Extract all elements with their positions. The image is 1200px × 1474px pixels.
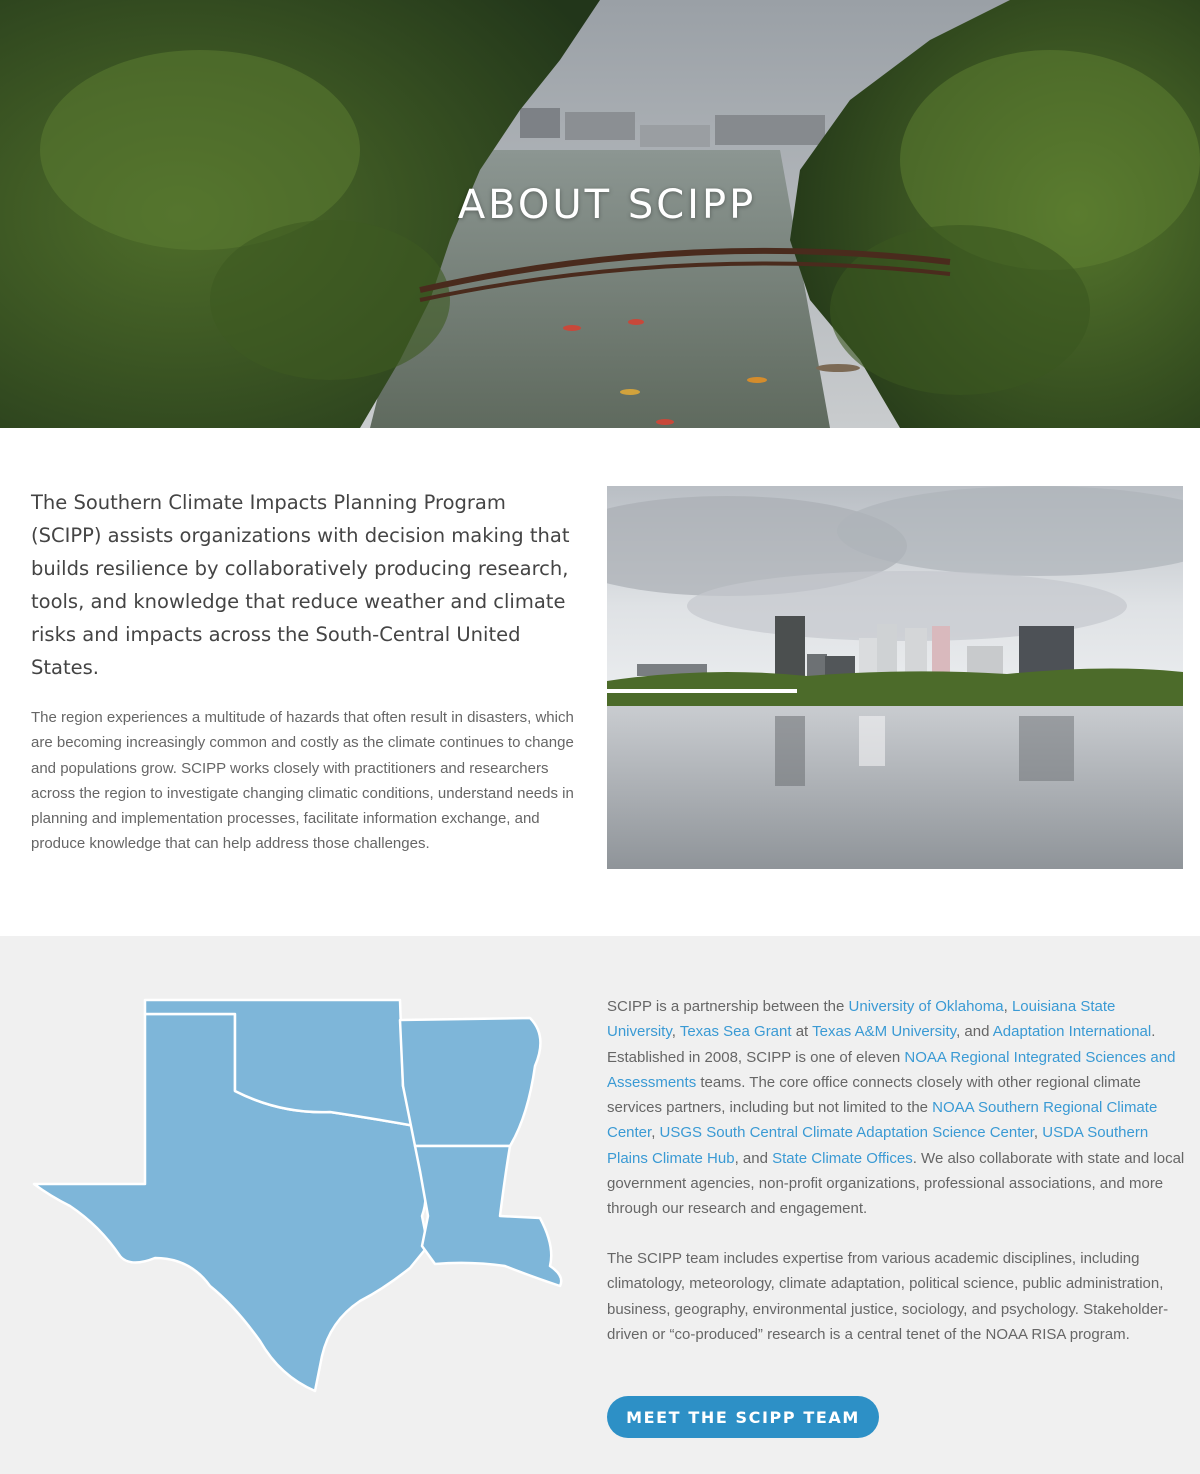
south-central-us-map	[30, 996, 570, 1396]
louisiana-state-university-link[interactable]: Louisiana State University	[607, 998, 1116, 1041]
adaptation-international-link[interactable]: Adaptation International	[992, 1023, 1152, 1041]
partnership-paragraph: SCIPP is a partnership between the University of Oklahoma, Louisiana State University, Texas Sea Grant at Texas A&M University, and Adaptation International. Established in 2008, SCIPP is one of eleven NOAA Regional Integrated Sciences and Assessments teams. The core office connects closely with other regional climate services partners, including but not limited to the NOAA Southern Regional Climate Center, USGS South Central Climate Adaptation Science Center, USDA Southern Plains Climate Hub, and State Climate Offices. We also collaborate with state and local government agencies, non-profit organizations, professional associations, and more through our research and engagement.	[607, 998, 1185, 1218]
arkansas-map-shape	[400, 1018, 540, 1146]
louisiana-map-shape	[415, 1146, 561, 1286]
intro-lead: The Southern Climate Impacts Planning Program (SCIPP) assists organizations with decision making that builds resilience by collaboratively producing research, tools, and knowledge that reduce weather and climate risks and impacts across the South-Central United States.	[31, 491, 570, 679]
texas-sea-grant-link[interactable]: Texas Sea Grant	[679, 1023, 792, 1041]
hero-banner	[0, 0, 1200, 428]
page-title: ABOUT SCIPP	[457, 182, 757, 228]
texas-am-university-link[interactable]: Texas A&M University	[812, 1023, 957, 1041]
partnership-section	[0, 936, 1200, 1474]
usgs-casc-link[interactable]: USGS South Central Climate Adaptation Science Center	[659, 1124, 1034, 1142]
state-climate-offices-link[interactable]: State Climate Offices	[772, 1149, 913, 1167]
usda-climate-hub-link[interactable]: USDA Southern Plains Climate Hub	[607, 1124, 1149, 1167]
university-of-oklahoma-link[interactable]: University of Oklahoma	[848, 998, 1004, 1015]
noaa-risa-link[interactable]: NOAA Regional Integrated Sciences and Assessments	[607, 1048, 1176, 1091]
intro-body: The region experiences a multitude of hazards that often result in disasters, which are becoming increasingly common and costly as the climate continues to change and populations grow. SCIPP works closely with practitioners and researchers across the region to investigate changing climatic conditions, understand needs in planning and implementation processes, facilitate information exchange, and produce knowledge that can help address those challenges.	[31, 709, 574, 853]
noaa-srcc-link[interactable]: NOAA Southern Regional Climate Center	[607, 1099, 1158, 1142]
team-paragraph: The SCIPP team includes expertise from various academic disciplines, including climatology, meteorology, climate adaptation, political science, public administration, business, geography, environmental justice, sociology, and psychology. Stakeholder-driven or “co-produced” research is a central tenet of the NOAA RISA program.	[607, 1250, 1169, 1343]
intro-section	[0, 428, 1200, 936]
city-skyline-photo	[607, 486, 1183, 869]
meet-the-team-button[interactable]: MEET THE SCIPP TEAM	[607, 1396, 879, 1438]
